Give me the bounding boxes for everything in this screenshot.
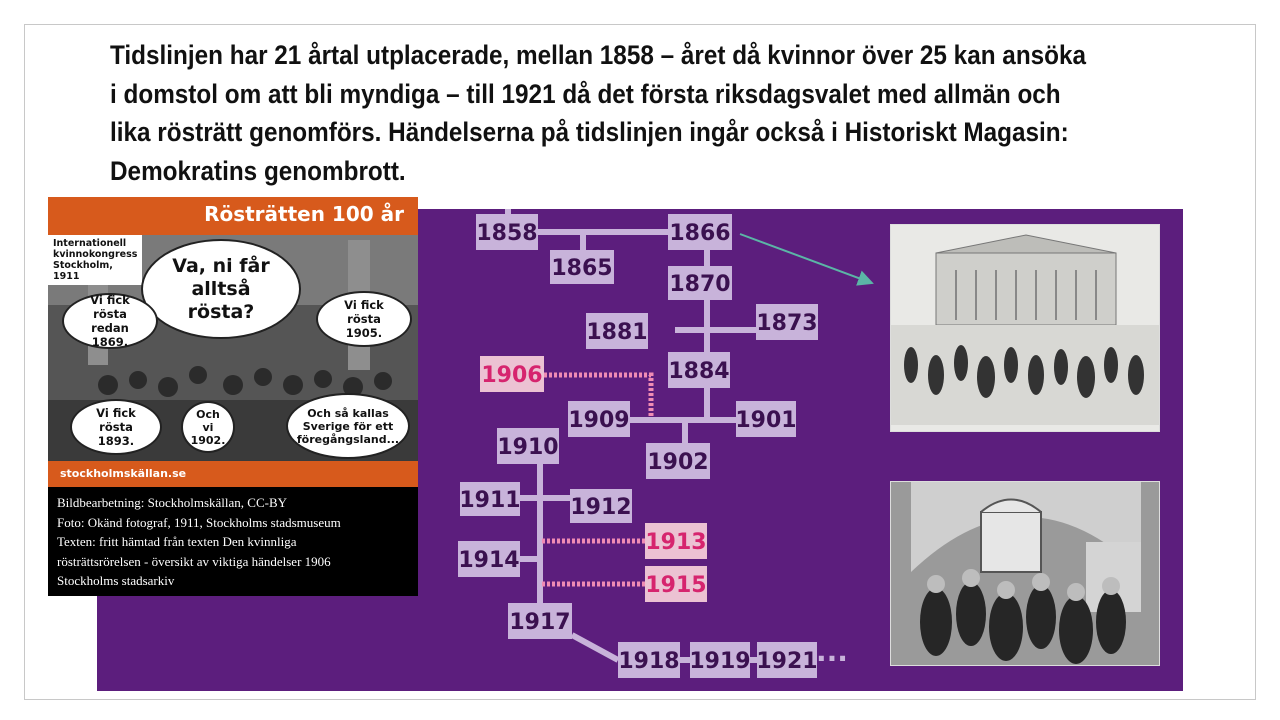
year-label: 1902	[647, 450, 709, 475]
year-label: 1918	[618, 649, 680, 674]
timeline-continuation: ···	[816, 642, 848, 675]
poster-corner-label: Internationell kvinnokongress Stockholm, 1911	[48, 235, 142, 285]
year-label: 1910	[497, 435, 559, 460]
heading-line: Demokratins genombrott.	[110, 155, 406, 186]
engraving-scene	[891, 225, 1160, 432]
year-box-1909	[568, 401, 630, 437]
credit-line: Stockholms stadsarkiv	[57, 573, 175, 588]
year-box-1915	[645, 566, 707, 602]
voting-photo	[890, 481, 1160, 666]
rostratten-poster	[48, 197, 418, 596]
year-box-1917	[508, 603, 572, 639]
year-label: 1919	[689, 649, 751, 674]
year-box-1910	[497, 428, 559, 464]
year-box-1865	[550, 250, 614, 284]
year-box-1913	[645, 523, 707, 559]
year-box-1873	[756, 304, 818, 340]
congress-photo	[48, 235, 418, 461]
voting-scene	[891, 482, 1160, 666]
year-box-1902	[646, 443, 710, 479]
credit-line: rösträttsrörelsen - översikt av viktiga händelser 1906	[57, 553, 331, 569]
speech-bubble-main: Va, ni får alltså rösta?	[141, 239, 301, 339]
year-box-1870	[668, 266, 732, 300]
year-label: 1865	[551, 256, 613, 281]
year-label: 1866	[669, 221, 731, 246]
year-label: 1873	[756, 311, 818, 336]
year-box-1881	[586, 313, 648, 349]
image-credits	[57, 493, 413, 591]
arrow-to-engraving	[740, 234, 872, 283]
year-box-1918	[618, 642, 680, 678]
year-label: 1915	[645, 573, 707, 598]
speech-bubble-1905: Vi fick rösta 1905.	[316, 291, 412, 347]
year-box-1912	[570, 489, 632, 523]
year-box-1901	[735, 401, 796, 437]
year-label: 1884	[668, 359, 730, 384]
year-label: 1914	[458, 548, 520, 573]
poster-site-link: stockholmskällan.se	[60, 467, 187, 480]
year-label: 1921	[756, 649, 818, 674]
year-box-1906	[480, 356, 544, 392]
year-label: 1858	[476, 221, 538, 246]
year-label: 1911	[459, 488, 521, 513]
heading-line: i domstol om att bli myndiga – till 1921 då det första riksdagsvalet med allmän och	[110, 78, 1061, 109]
year-label: 1870	[669, 272, 731, 297]
connector-line	[572, 635, 618, 660]
year-box-1911	[459, 482, 520, 516]
speech-bubble-1869: Vi fick rösta redan 1869.	[62, 293, 158, 349]
year-box-1914	[458, 541, 520, 577]
engraving-illustration	[890, 224, 1160, 432]
credit-line: Texten: fritt hämtad från texten Den kvinnliga	[57, 534, 297, 549]
speech-bubble-1893: Vi fick rösta 1893.	[70, 399, 162, 455]
poster-footer	[48, 461, 418, 487]
year-label: 1901	[735, 408, 797, 433]
year-box-1921	[756, 642, 817, 678]
poster-title: Rösträtten 100 år	[204, 202, 404, 226]
year-box-1919	[689, 642, 750, 678]
year-label: 1909	[568, 408, 630, 433]
speech-bubble-sverige: Och så kallas Sverige för ett föregångsland...	[286, 393, 410, 459]
poster-banner	[48, 197, 418, 235]
heading-line: lika rösträtt genomförs. Händelserna på tidslinjen ingår också i Historiskt Magasin:	[110, 117, 1069, 147]
year-label: 1917	[509, 610, 571, 635]
year-label: 1906	[481, 363, 543, 388]
year-label: 1881	[586, 320, 648, 345]
year-label: 1912	[570, 495, 632, 520]
year-boxes	[458, 214, 848, 678]
credit-line: Bildbearbetning: Stockholmskällan, CC-BY	[57, 495, 288, 510]
year-box-1858	[476, 214, 538, 250]
year-box-1884	[668, 352, 730, 388]
heading-line: Tidslinjen har 21 årtal utplacerade, mellan 1858 – året då kvinnor över 25 kan ansöka	[110, 40, 1087, 70]
year-label: 1913	[645, 530, 707, 555]
speech-bubble-1902: Och vi 1902.	[181, 401, 235, 453]
year-box-1866	[668, 214, 732, 250]
credit-line: Foto: Okänd fotograf, 1911, Stockholms stadsmuseum	[57, 514, 341, 530]
